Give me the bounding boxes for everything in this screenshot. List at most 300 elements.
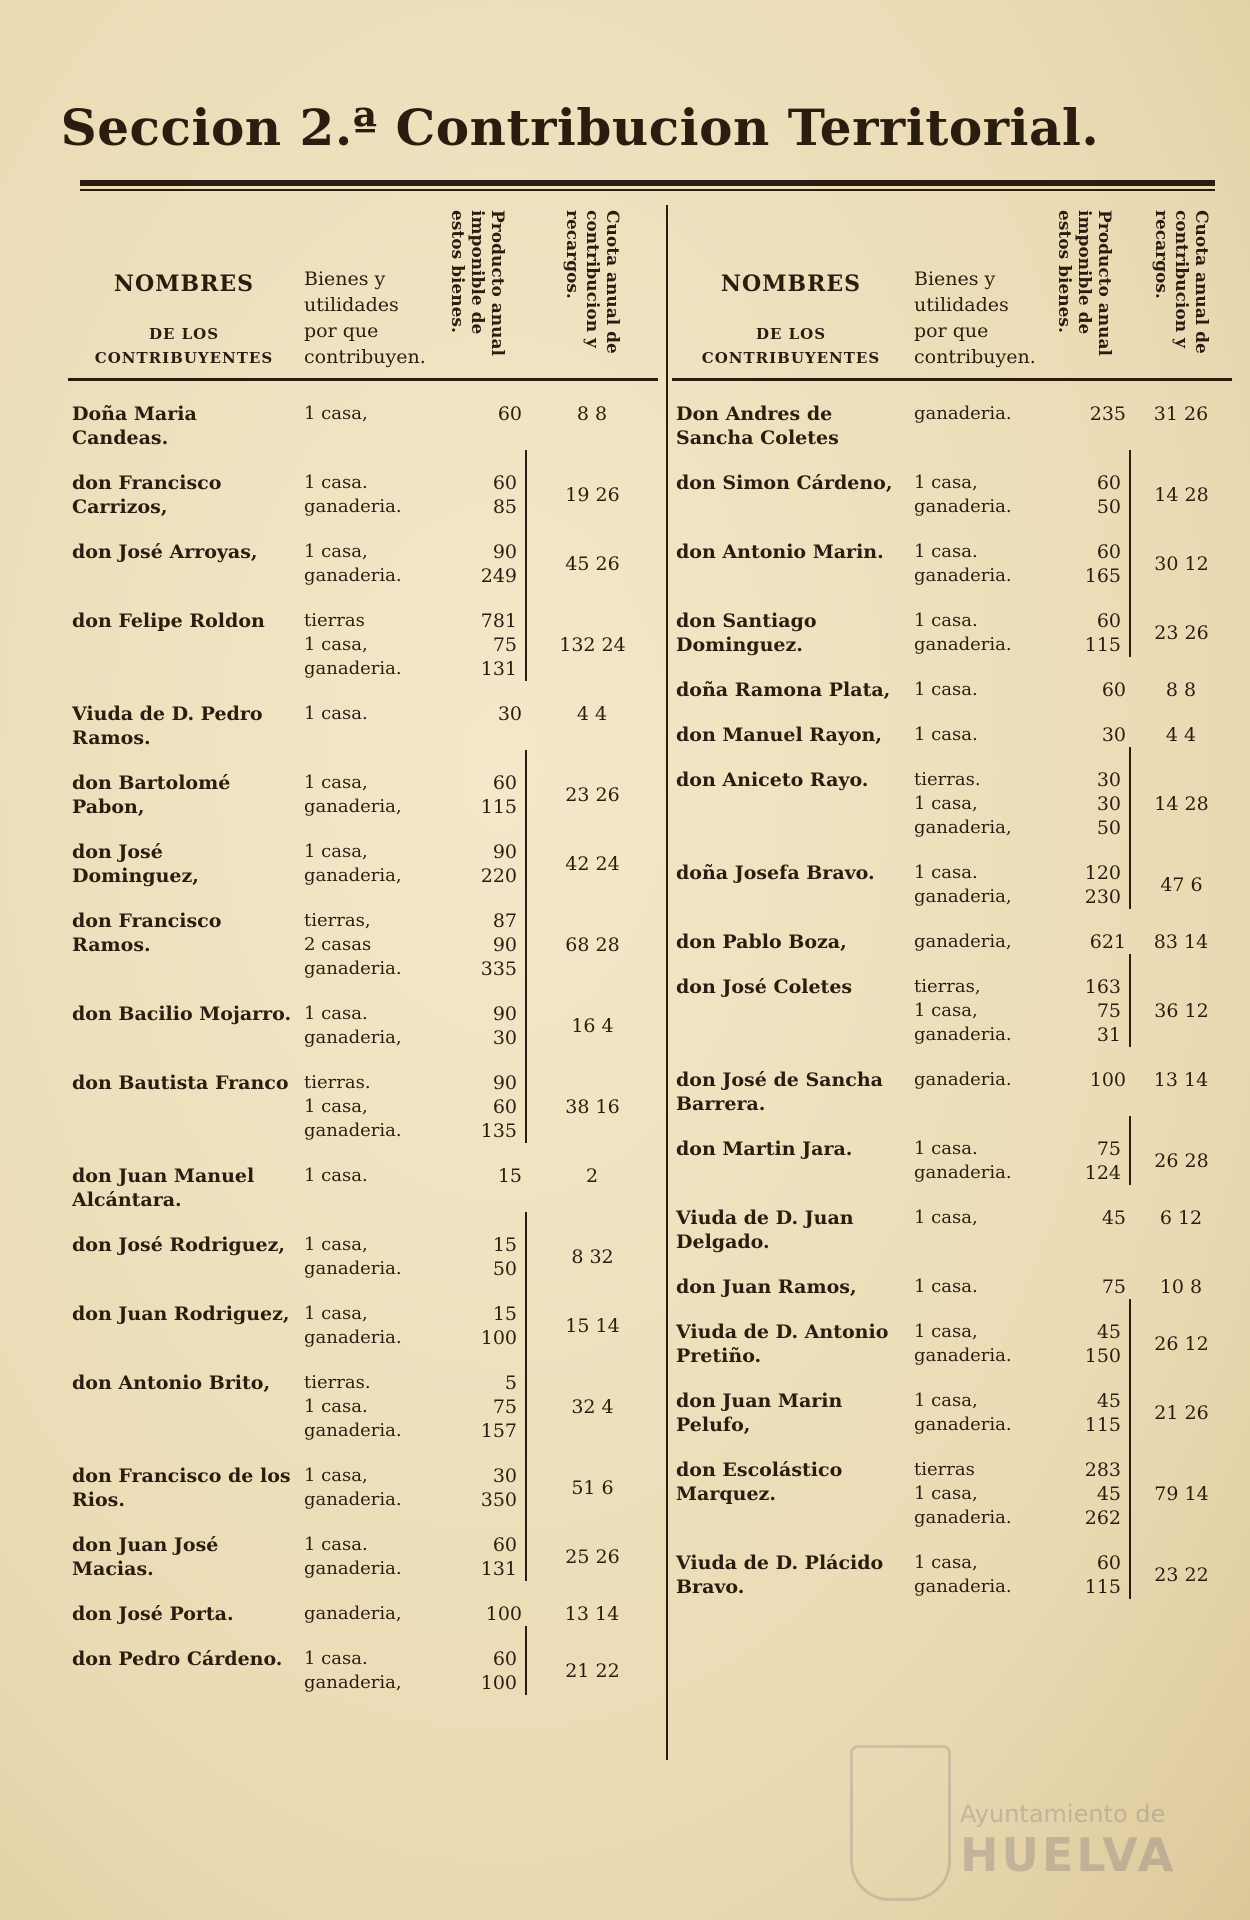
goods-item: ganaderia. (914, 1162, 1012, 1183)
product-cell (428, 1281, 526, 1350)
goods-item: 1 casa. (914, 1138, 978, 1159)
goods-item: 1 casa, (304, 541, 368, 562)
contributor-name: don Escolástico Marquez. (676, 1459, 843, 1505)
contributor-name: don José Coletes (676, 976, 853, 998)
product-value: 150 (1084, 1345, 1121, 1367)
quota-value: 26 12 (1154, 1333, 1209, 1355)
goods-item: 1 casa. (304, 1648, 368, 1669)
goods-item: tierras, (304, 910, 371, 931)
goods-item: ganaderia, (304, 865, 402, 886)
goods-cell (910, 1530, 1038, 1599)
contributor-name: don José Arroyas, (72, 541, 258, 563)
product-cell (1038, 909, 1130, 954)
ledger-right-body (672, 380, 1232, 1600)
municipal-seal-icon (850, 1745, 951, 1901)
product-value: 45 (1096, 1390, 1121, 1412)
product-cell (428, 1581, 526, 1626)
product-value: 157 (480, 1420, 517, 1442)
product-value: 75 (1096, 1000, 1121, 1022)
product-cell (428, 588, 526, 681)
goods-cell (910, 1368, 1038, 1437)
goods-cell (300, 1281, 428, 1350)
contributor-name: Viuda de D. Antonio Pretiño. (676, 1321, 889, 1367)
quota-value: 19 26 (565, 484, 620, 506)
product-value: 135 (480, 1120, 517, 1142)
product-value: 30 (492, 1465, 517, 1487)
product-value: 131 (480, 1558, 517, 1580)
goods-item: 2 casas (304, 934, 372, 955)
product-cell (428, 1143, 526, 1212)
goods-item: ganaderia. (914, 1069, 1012, 1090)
goods-item: ganaderia. (304, 1120, 402, 1141)
header-names-line1-right: NOMBRES (720, 271, 862, 297)
contributor-name: don Pablo Boza, (676, 931, 847, 953)
goods-cell (300, 1512, 428, 1581)
product-value: 131 (480, 658, 517, 680)
goods-item: ganaderia, (914, 886, 1012, 907)
goods-cell (300, 1212, 428, 1281)
product-cell (1038, 1047, 1130, 1116)
watermark-line2: HUELVA (960, 1828, 1177, 1882)
product-value: 335 (480, 958, 517, 980)
goods-cell (910, 450, 1038, 519)
goods-item: 1 casa. (914, 610, 978, 631)
goods-cell (910, 588, 1038, 657)
header-goods-right: Bienes y utilidades por que contribuyen. (910, 205, 1038, 380)
contributor-name: don Bautista Franco (72, 1072, 289, 1094)
goods-cell (910, 1185, 1038, 1254)
title-rule-thin (80, 189, 1215, 191)
contributor-name: don Juan José Macias. (72, 1534, 219, 1580)
goods-item: 1 casa. (304, 1534, 368, 1555)
goods-item: 1 casa, (304, 634, 368, 655)
contributor-row (672, 1437, 1232, 1530)
goods-cell (910, 954, 1038, 1047)
contributor-row (672, 840, 1232, 909)
product-value: 621 (1089, 931, 1126, 953)
header-names (68, 205, 300, 380)
header-quota-text-right: Cuota anual de contribucion y recargos. (1151, 210, 1211, 354)
goods-cell (910, 747, 1038, 840)
product-value: 15 (492, 1234, 517, 1256)
product-cell (1038, 747, 1130, 840)
contributor-row (68, 1281, 658, 1350)
contributor-row (672, 1299, 1232, 1368)
quota-value: 8 8 (576, 403, 608, 425)
contributor-row (68, 819, 658, 888)
product-value: 781 (480, 610, 517, 632)
product-value: 45 (1096, 1321, 1121, 1343)
product-value: 45 (1096, 1483, 1121, 1505)
contributor-row (672, 747, 1232, 840)
product-cell (428, 380, 526, 451)
goods-cell (300, 1626, 428, 1695)
product-value: 283 (1084, 1459, 1121, 1481)
contributor-name: don Juan Marin Pelufo, (676, 1390, 843, 1436)
goods-item: ganaderia. (914, 1414, 1012, 1435)
contributor-row (68, 1050, 658, 1143)
goods-item: 1 casa. (914, 1276, 978, 1297)
header-names-line2-right: DE LOS CONTRIBUYENTES (701, 325, 881, 367)
goods-item: ganaderia. (304, 1489, 402, 1510)
product-cell (1038, 1254, 1130, 1299)
header-names-line2: DE LOS CONTRIBUYENTES (94, 325, 274, 367)
product-value: 50 (1096, 817, 1121, 839)
product-value: 115 (1084, 1414, 1121, 1436)
goods-item: ganaderia. (914, 496, 1012, 517)
product-value: 30 (1096, 769, 1121, 791)
goods-item: 1 casa, (914, 1483, 978, 1504)
title-rule-thick (80, 180, 1215, 186)
product-cell (428, 1512, 526, 1581)
product-value: 60 (1096, 472, 1121, 494)
contributor-name: don José Rodriguez, (72, 1234, 286, 1256)
goods-cell (910, 1116, 1038, 1185)
goods-cell (910, 840, 1038, 909)
goods-cell (300, 981, 428, 1050)
product-cell (428, 450, 526, 519)
goods-cell (300, 681, 428, 750)
contributor-name: don Francisco Ramos. (72, 910, 222, 956)
contributor-row (672, 1368, 1232, 1437)
contributor-name: don Antonio Marin. (676, 541, 884, 563)
product-value: 235 (1089, 403, 1126, 425)
contributor-row (68, 888, 658, 981)
product-cell (428, 1050, 526, 1143)
goods-item: 1 casa. (914, 541, 978, 562)
goods-item: 1 casa. (304, 1003, 368, 1024)
goods-item: 1 casa, (304, 1096, 368, 1117)
quota-value: 23 26 (1154, 622, 1209, 644)
product-cell (1038, 588, 1130, 657)
goods-item: 1 casa, (914, 1000, 978, 1021)
product-value: 75 (492, 634, 517, 656)
product-cell (428, 681, 526, 750)
product-value: 60 (492, 472, 517, 494)
goods-item: ganaderia. (914, 1345, 1012, 1366)
product-value: 124 (1084, 1162, 1121, 1184)
goods-cell (910, 1299, 1038, 1368)
contributor-row (672, 588, 1232, 657)
quota-value: 68 28 (565, 934, 620, 956)
contributor-row (68, 1443, 658, 1512)
product-cell (1038, 1116, 1130, 1185)
contributor-row (672, 1047, 1232, 1116)
product-value: 90 (492, 541, 517, 563)
contributor-row (672, 450, 1232, 519)
product-value: 115 (480, 796, 517, 818)
contributor-name: don Martin Jara. (676, 1138, 853, 1160)
product-value: 15 (497, 1165, 522, 1187)
product-value: 350 (480, 1489, 517, 1511)
goods-cell (910, 1254, 1038, 1299)
goods-cell (300, 380, 428, 451)
header-quota-right (1130, 205, 1232, 380)
goods-item: ganaderia. (304, 496, 402, 517)
header-product-right (1038, 205, 1130, 380)
contributor-name: Viuda de D. Plácido Bravo. (676, 1552, 884, 1598)
goods-item: 1 casa, (304, 1465, 368, 1486)
contributor-name: Viuda de D. Pedro Ramos. (72, 703, 263, 749)
contributor-row (672, 1254, 1232, 1299)
product-cell (1038, 657, 1130, 702)
contributor-name: doña Ramona Plata, (676, 679, 891, 701)
quota-value: 13 14 (1153, 1069, 1209, 1091)
product-value: 220 (480, 865, 517, 887)
goods-item: 1 casa. (304, 1165, 368, 1186)
product-cell (428, 819, 526, 888)
product-value: 60 (1101, 679, 1126, 701)
quota-value: 30 12 (1154, 553, 1209, 575)
header-quota (526, 205, 658, 380)
header-product (428, 205, 526, 380)
goods-item: ganaderia. (304, 1327, 402, 1348)
contributor-row (68, 1143, 658, 1212)
quota-value: 83 14 (1153, 931, 1209, 953)
product-value: 90 (492, 934, 517, 956)
contributor-name: Doña Maria Candeas. (72, 403, 197, 449)
goods-item: tierras. (304, 1372, 371, 1393)
product-value: 60 (1096, 1552, 1121, 1574)
quota-value: 16 4 (571, 1015, 614, 1037)
contributor-name: don Aniceto Rayo. (676, 769, 869, 791)
quota-value: 8 8 (1165, 679, 1197, 701)
header-quota-text: Cuota anual de contribucion y recargos. (562, 210, 622, 354)
contributor-row (68, 981, 658, 1050)
goods-item: tierras (914, 1459, 975, 1480)
product-cell (428, 1443, 526, 1512)
product-value: 50 (1096, 496, 1121, 518)
goods-item: ganaderia, (914, 817, 1012, 838)
product-value: 30 (497, 703, 522, 725)
product-cell (1038, 840, 1130, 909)
goods-item: 1 casa. (914, 724, 978, 745)
product-value: 75 (1101, 1276, 1126, 1298)
goods-item: tierras, (914, 976, 981, 997)
goods-cell (300, 1443, 428, 1512)
quota-value: 23 26 (565, 784, 620, 806)
product-value: 100 (480, 1672, 517, 1694)
contributor-name: Viuda de D. Juan Delgado. (676, 1207, 854, 1253)
quota-value: 14 28 (1154, 484, 1209, 506)
goods-cell (910, 1047, 1038, 1116)
goods-item: 1 casa. (914, 862, 978, 883)
goods-item: ganaderia. (304, 1258, 402, 1279)
goods-cell (910, 909, 1038, 954)
header-names-right (672, 205, 910, 380)
contributor-row (672, 954, 1232, 1047)
quota-value: 4 4 (1165, 724, 1197, 746)
contributor-row (68, 380, 658, 451)
product-value: 60 (1096, 610, 1121, 632)
section-title: Seccion 2.ª Contribucion Territorial. (60, 98, 1100, 157)
contributor-row (672, 380, 1232, 451)
goods-item: tierras. (304, 1072, 371, 1093)
ledger-left-table (68, 205, 658, 1695)
quota-value: 2 (585, 1165, 599, 1187)
goods-item: 1 casa, (304, 1303, 368, 1324)
contributor-row (68, 588, 658, 681)
goods-item: tierras (304, 610, 365, 631)
goods-item: 1 casa, (914, 472, 978, 493)
goods-item: 1 casa, (914, 793, 978, 814)
product-cell (428, 1212, 526, 1281)
product-value: 60 (1096, 541, 1121, 563)
goods-cell (300, 450, 428, 519)
contributor-name: doña Josefa Bravo. (676, 862, 875, 884)
product-value: 100 (480, 1327, 517, 1349)
product-cell (428, 750, 526, 819)
goods-item: 1 casa, (914, 1390, 978, 1411)
quota-value: 13 14 (564, 1603, 620, 1625)
product-cell (428, 981, 526, 1050)
quota-value: 51 6 (571, 1477, 614, 1499)
product-value: 60 (492, 772, 517, 794)
goods-item: 1 casa, (304, 403, 368, 424)
contributor-name: don José Dominguez, (72, 841, 199, 887)
quota-value: 23 22 (1154, 1564, 1209, 1586)
contributor-name: don Juan Rodriguez, (72, 1303, 290, 1325)
goods-item: ganaderia, (304, 796, 402, 817)
product-value: 60 (492, 1648, 517, 1670)
goods-item: ganaderia. (304, 1558, 402, 1579)
product-cell (1038, 1368, 1130, 1437)
goods-cell (910, 1437, 1038, 1530)
product-value: 115 (1084, 634, 1121, 656)
goods-item: 1 casa. (914, 679, 978, 700)
product-cell (1038, 954, 1130, 1047)
goods-item: ganaderia, (304, 1672, 402, 1693)
product-value: 60 (497, 403, 522, 425)
goods-cell (300, 819, 428, 888)
goods-cell (300, 588, 428, 681)
goods-item: 1 casa. (304, 472, 368, 493)
contributor-name: don Juan Manuel Alcántara. (72, 1165, 255, 1211)
product-cell (428, 1350, 526, 1443)
contributor-row (68, 1581, 658, 1626)
product-cell (1038, 1185, 1130, 1254)
contributor-name: Don Andres de Sancha Coletes (676, 403, 839, 449)
quota-value: 6 12 (1159, 1207, 1203, 1229)
goods-item: ganaderia, (304, 1603, 402, 1624)
header-names-line1: NOMBRES (113, 271, 255, 297)
goods-item: 1 casa. (304, 703, 368, 724)
goods-item: ganaderia. (914, 634, 1012, 655)
quota-value: 4 4 (576, 703, 608, 725)
product-value: 30 (492, 1027, 517, 1049)
contributor-row (672, 1116, 1232, 1185)
quota-value: 132 24 (559, 634, 626, 656)
product-value: 165 (1084, 565, 1121, 587)
contributor-row (672, 657, 1232, 702)
product-value: 100 (1089, 1069, 1126, 1091)
quota-value: 47 6 (1160, 874, 1203, 896)
product-value: 90 (492, 841, 517, 863)
product-cell (428, 888, 526, 981)
contributor-row (672, 1530, 1232, 1599)
product-value: 90 (492, 1072, 517, 1094)
contributor-name: don Juan Ramos, (676, 1276, 857, 1298)
product-value: 60 (492, 1534, 517, 1556)
product-value: 87 (492, 910, 517, 932)
contributor-name: don Manuel Rayon, (676, 724, 882, 746)
goods-cell (300, 519, 428, 588)
header-product-text-right: Producto anual imponible de estos bienes. (1054, 210, 1114, 356)
product-value: 163 (1084, 976, 1121, 998)
contributor-row (68, 1350, 658, 1443)
watermark-line1: Ayuntamiento de (960, 1800, 1166, 1828)
product-value: 50 (492, 1258, 517, 1280)
product-value: 115 (1084, 1576, 1121, 1598)
product-value: 5 (504, 1372, 517, 1394)
goods-item: 1 casa, (304, 772, 368, 793)
product-value: 15 (492, 1303, 517, 1325)
goods-cell (910, 702, 1038, 747)
goods-item: 1 casa, (914, 1207, 978, 1228)
header-goods: Bienes y utilidades por que contribuyen. (300, 205, 428, 380)
goods-cell (300, 1050, 428, 1143)
quota-value: 21 22 (565, 1660, 620, 1682)
header-product-text: Producto anual imponible de estos bienes. (447, 210, 507, 356)
quota-value: 26 28 (1154, 1150, 1209, 1172)
goods-cell (300, 750, 428, 819)
contributor-row (672, 702, 1232, 747)
ledger-left-body (68, 380, 658, 1696)
product-cell (1038, 702, 1130, 747)
contributor-name: don Francisco Carrizos, (72, 472, 222, 518)
product-value: 75 (492, 1396, 517, 1418)
goods-cell (300, 1143, 428, 1212)
product-value: 31 (1096, 1024, 1121, 1046)
product-cell (1038, 380, 1130, 451)
goods-item: ganaderia. (914, 1576, 1012, 1597)
quota-value: 79 14 (1154, 1483, 1209, 1505)
product-value: 60 (492, 1096, 517, 1118)
goods-cell (300, 1581, 428, 1626)
contributor-row (672, 909, 1232, 954)
goods-item: tierras. (914, 769, 981, 790)
product-cell (428, 1626, 526, 1695)
quota-value: 38 16 (565, 1096, 620, 1118)
goods-item: ganaderia, (304, 1027, 402, 1048)
contributor-name: don Felipe Roldon (72, 610, 265, 632)
quota-value: 10 8 (1159, 1276, 1203, 1298)
product-value: 262 (1084, 1507, 1121, 1529)
goods-cell (300, 1350, 428, 1443)
product-value: 75 (1096, 1138, 1121, 1160)
product-cell (1038, 519, 1130, 588)
contributor-name: don Antonio Brito, (72, 1372, 271, 1394)
contributor-name: don Pedro Cárdeno. (72, 1648, 283, 1670)
contributor-name: don Santiago Dominguez. (676, 610, 817, 656)
product-value: 230 (1084, 886, 1121, 908)
goods-item: 1 casa, (304, 1234, 368, 1255)
product-value: 30 (1096, 793, 1121, 815)
quota-value: 42 24 (565, 853, 620, 875)
product-cell (1038, 1530, 1130, 1599)
goods-item: ganaderia. (914, 403, 1012, 424)
quota-value: 21 26 (1154, 1402, 1209, 1424)
product-cell (1038, 1437, 1130, 1530)
goods-item: ganaderia. (304, 565, 402, 586)
quota-value: 32 4 (571, 1396, 614, 1418)
product-value: 120 (1084, 862, 1121, 884)
contributor-name: don Francisco de los Rios. (72, 1465, 291, 1511)
product-cell (1038, 450, 1130, 519)
product-cell (1038, 1299, 1130, 1368)
goods-cell (910, 380, 1038, 451)
quota-value: 8 32 (571, 1246, 614, 1268)
